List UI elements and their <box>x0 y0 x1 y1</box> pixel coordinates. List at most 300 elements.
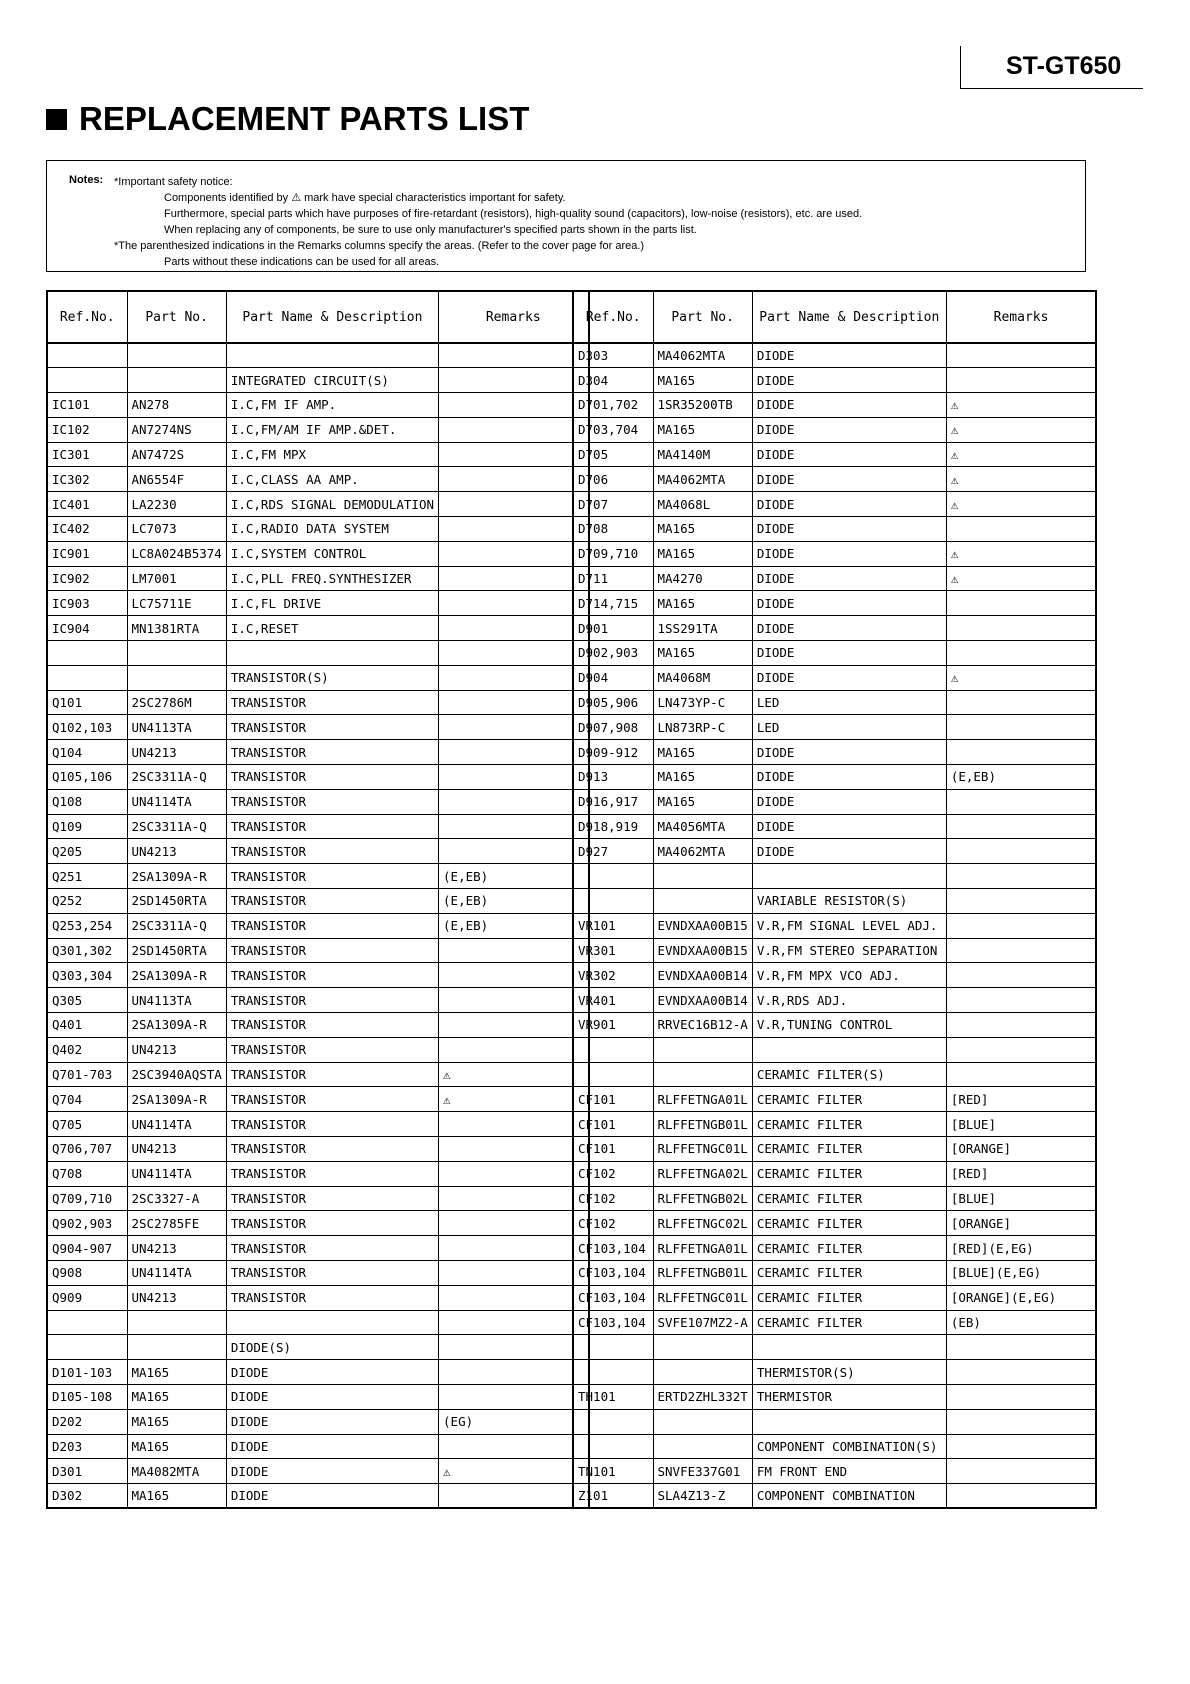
ref-no-cell: Q303,304 <box>47 963 127 988</box>
remarks-cell <box>439 814 589 839</box>
table-row <box>47 1211 589 1236</box>
part-no-cell: MA165 <box>653 765 752 790</box>
remarks-cell <box>946 839 1096 864</box>
part-no-cell: LA2230 <box>127 492 226 517</box>
description-cell: DIODE <box>752 343 946 368</box>
ref-no-cell: IC901 <box>47 541 127 566</box>
table-row <box>573 1186 1096 1211</box>
description-cell: DIODE <box>752 789 946 814</box>
description-cell: CERAMIC FILTER <box>752 1161 946 1186</box>
remarks-cell <box>946 368 1096 393</box>
remarks-cell <box>439 765 589 790</box>
description-cell: DIODE <box>752 665 946 690</box>
ref-no-cell <box>47 1310 127 1335</box>
remarks-cell <box>439 690 589 715</box>
part-no-cell <box>653 864 752 889</box>
part-no-cell: RLFFETNGA02L <box>653 1161 752 1186</box>
table-row <box>573 1236 1096 1261</box>
remarks-cell: (EG) <box>439 1409 589 1434</box>
parts-table-left <box>46 290 590 1509</box>
table-row <box>47 343 589 368</box>
col-header-part-no: Part No. <box>127 291 226 343</box>
table-row <box>47 889 589 914</box>
part-no-cell: MA4082MTA <box>127 1459 226 1484</box>
remarks-cell <box>946 988 1096 1013</box>
description-cell <box>226 641 438 666</box>
description-cell: DIODE <box>752 641 946 666</box>
ref-no-cell: Q904-907 <box>47 1236 127 1261</box>
ref-no-cell: VR302 <box>573 963 653 988</box>
table-row <box>47 1112 589 1137</box>
description-cell: THERMISTOR <box>752 1384 946 1409</box>
table-header-row <box>47 291 589 343</box>
ref-no-cell: CF103,104 <box>573 1260 653 1285</box>
notes-label: Notes: <box>69 174 104 186</box>
remarks-cell <box>946 1335 1096 1360</box>
table-row <box>47 1137 589 1162</box>
table-row <box>47 1236 589 1261</box>
ref-no-cell: D706 <box>573 467 653 492</box>
remarks-cell <box>946 913 1096 938</box>
ref-no-cell: D913 <box>573 765 653 790</box>
table-row <box>47 393 589 418</box>
table-row <box>573 938 1096 963</box>
remarks-cell: [RED] <box>946 1161 1096 1186</box>
remarks-cell <box>946 591 1096 616</box>
remarks-cell <box>439 1384 589 1409</box>
description-cell: TRANSISTOR <box>226 889 438 914</box>
table-row <box>573 517 1096 542</box>
table-row <box>573 1384 1096 1409</box>
remarks-cell <box>946 963 1096 988</box>
notes-line: Components identified by ⚠ mark have special characteristics important for safety. <box>164 192 566 204</box>
ref-no-cell <box>573 889 653 914</box>
remarks-cell <box>439 665 589 690</box>
remarks-cell <box>439 616 589 641</box>
table-row <box>573 1434 1096 1459</box>
remarks-cell <box>946 517 1096 542</box>
description-cell: I.C,CLASS AA AMP. <box>226 467 438 492</box>
description-cell: V.R,FM SIGNAL LEVEL ADJ. <box>752 913 946 938</box>
remarks-cell: (E,EB) <box>439 864 589 889</box>
ref-no-cell: Q709,710 <box>47 1186 127 1211</box>
notes-line: Parts without these indications can be used for all areas. <box>164 256 440 268</box>
remarks-cell <box>439 1310 589 1335</box>
remarks-cell <box>439 467 589 492</box>
ref-no-cell: Q109 <box>47 814 127 839</box>
part-no-cell: MA4062MTA <box>653 839 752 864</box>
ref-no-cell: D918,919 <box>573 814 653 839</box>
table-row <box>573 1211 1096 1236</box>
ref-no-cell <box>47 343 127 368</box>
table-row <box>573 1037 1096 1062</box>
description-cell: V.R,FM MPX VCO ADJ. <box>752 963 946 988</box>
remarks-cell: ⚠ <box>946 467 1096 492</box>
ref-no-cell: Q305 <box>47 988 127 1013</box>
ref-no-cell: D203 <box>47 1434 127 1459</box>
description-cell: TRANSISTOR(S) <box>226 665 438 690</box>
description-cell: CERAMIC FILTER(S) <box>752 1062 946 1087</box>
description-cell: CERAMIC FILTER <box>752 1186 946 1211</box>
ref-no-cell: D905,906 <box>573 690 653 715</box>
table-row <box>47 765 589 790</box>
table-row <box>47 1161 589 1186</box>
part-no-cell <box>653 1434 752 1459</box>
description-cell <box>752 1409 946 1434</box>
description-cell: CERAMIC FILTER <box>752 1112 946 1137</box>
table-row <box>573 1409 1096 1434</box>
remarks-cell <box>439 740 589 765</box>
remarks-cell: [BLUE](E,EG) <box>946 1260 1096 1285</box>
remarks-cell <box>439 393 589 418</box>
table-row <box>47 1087 589 1112</box>
table-row <box>573 839 1096 864</box>
part-no-cell: MA165 <box>127 1360 226 1385</box>
table-row <box>47 1360 589 1385</box>
part-no-cell: 2SA1309A-R <box>127 864 226 889</box>
ref-no-cell: Q253,254 <box>47 913 127 938</box>
ref-no-cell: Z101 <box>573 1484 653 1509</box>
table-row <box>47 641 589 666</box>
part-no-cell: UN4114TA <box>127 1260 226 1285</box>
part-no-cell: MA4062MTA <box>653 343 752 368</box>
table-row <box>47 839 589 864</box>
page-title <box>46 100 529 138</box>
description-cell: CERAMIC FILTER <box>752 1310 946 1335</box>
part-no-cell: EVNDXAA00B14 <box>653 963 752 988</box>
part-no-cell <box>127 641 226 666</box>
part-no-cell: RLFFETNGA01L <box>653 1236 752 1261</box>
description-cell: TRANSISTOR <box>226 1037 438 1062</box>
ref-no-cell: CF101 <box>573 1137 653 1162</box>
ref-no-cell: Q401 <box>47 1013 127 1038</box>
ref-no-cell: VR301 <box>573 938 653 963</box>
table-row <box>47 492 589 517</box>
remarks-cell <box>946 1484 1096 1509</box>
ref-no-cell: Q902,903 <box>47 1211 127 1236</box>
remarks-cell: ⚠ <box>439 1062 589 1087</box>
remarks-cell <box>439 492 589 517</box>
ref-no-cell: IC102 <box>47 417 127 442</box>
ref-no-cell: Q704 <box>47 1087 127 1112</box>
table-row <box>47 1335 589 1360</box>
table-row <box>47 1285 589 1310</box>
description-cell: TRANSISTOR <box>226 1161 438 1186</box>
table-row <box>47 864 589 889</box>
table-row <box>573 789 1096 814</box>
table-row <box>573 1062 1096 1087</box>
part-no-cell <box>653 889 752 914</box>
table-row <box>47 938 589 963</box>
part-no-cell: 2SA1309A-R <box>127 1013 226 1038</box>
table-row <box>47 913 589 938</box>
description-cell: DIODE <box>226 1360 438 1385</box>
part-no-cell: AN6554F <box>127 467 226 492</box>
ref-no-cell <box>573 1062 653 1087</box>
remarks-cell <box>946 1062 1096 1087</box>
table-row <box>47 1037 589 1062</box>
remarks-cell <box>439 1360 589 1385</box>
ref-no-cell: D708 <box>573 517 653 542</box>
part-no-cell: UN4213 <box>127 1137 226 1162</box>
description-cell <box>752 1335 946 1360</box>
table-row <box>573 1459 1096 1484</box>
table-row <box>573 715 1096 740</box>
part-no-cell: SLA4Z13-Z <box>653 1484 752 1509</box>
remarks-cell <box>439 641 589 666</box>
table-row <box>573 988 1096 1013</box>
ref-no-cell: Q102,103 <box>47 715 127 740</box>
remarks-cell <box>439 938 589 963</box>
description-cell: I.C,PLL FREQ.SYNTHESIZER <box>226 566 438 591</box>
remarks-cell <box>439 1112 589 1137</box>
description-cell: COMPONENT COMBINATION(S) <box>752 1434 946 1459</box>
description-cell: VARIABLE RESISTOR(S) <box>752 889 946 914</box>
part-no-cell: 1SS291TA <box>653 616 752 641</box>
model-number: ST-GT650 <box>1006 52 1122 80</box>
part-no-cell: MA165 <box>653 368 752 393</box>
remarks-cell <box>439 1236 589 1261</box>
table-row <box>47 963 589 988</box>
remarks-cell <box>946 889 1096 914</box>
notes-line: When replacing any of components, be sure to use only manufacturer's specified parts shown in the parts list. <box>164 224 697 236</box>
table-row <box>47 814 589 839</box>
ref-no-cell: Q701-703 <box>47 1062 127 1087</box>
table-row <box>47 1459 589 1484</box>
ref-no-cell: D714,715 <box>573 591 653 616</box>
remarks-cell <box>439 343 589 368</box>
remarks-cell: [BLUE] <box>946 1112 1096 1137</box>
part-no-cell: 2SC2786M <box>127 690 226 715</box>
ref-no-cell: Q205 <box>47 839 127 864</box>
ref-no-cell: Q909 <box>47 1285 127 1310</box>
part-no-cell <box>653 1409 752 1434</box>
ref-no-cell: D916,917 <box>573 789 653 814</box>
ref-no-cell: D909-912 <box>573 740 653 765</box>
col-header-description: Part Name & Description <box>752 291 946 343</box>
table-row <box>573 541 1096 566</box>
remarks-cell: [BLUE] <box>946 1186 1096 1211</box>
remarks-cell <box>946 1409 1096 1434</box>
part-no-cell: AN278 <box>127 393 226 418</box>
ref-no-cell: CF102 <box>573 1186 653 1211</box>
part-no-cell: RLFFETNGB02L <box>653 1186 752 1211</box>
part-no-cell: RLFFETNGC01L <box>653 1285 752 1310</box>
ref-no-cell: IC101 <box>47 393 127 418</box>
description-cell <box>226 1310 438 1335</box>
ref-no-cell: IC904 <box>47 616 127 641</box>
table-row <box>47 690 589 715</box>
part-no-cell: LN873RP-C <box>653 715 752 740</box>
remarks-cell <box>439 1161 589 1186</box>
remarks-cell: ⚠ <box>946 442 1096 467</box>
part-no-cell: 1SR35200TB <box>653 393 752 418</box>
ref-no-cell: TN101 <box>573 1459 653 1484</box>
part-no-cell: MN1381RTA <box>127 616 226 641</box>
table-row <box>573 467 1096 492</box>
table-row <box>47 1434 589 1459</box>
ref-no-cell: D705 <box>573 442 653 467</box>
remarks-cell <box>439 715 589 740</box>
part-no-cell <box>653 1062 752 1087</box>
table-row <box>573 492 1096 517</box>
description-cell: DIODE <box>752 566 946 591</box>
description-cell: CERAMIC FILTER <box>752 1260 946 1285</box>
table-row <box>573 814 1096 839</box>
description-cell: DIODE <box>752 393 946 418</box>
part-no-cell: RLFFETNGB01L <box>653 1112 752 1137</box>
remarks-cell <box>439 1211 589 1236</box>
ref-no-cell <box>573 1037 653 1062</box>
description-cell: TRANSISTOR <box>226 1137 438 1162</box>
part-no-cell: UN4213 <box>127 1037 226 1062</box>
description-cell: DIODE <box>226 1459 438 1484</box>
remarks-cell <box>946 789 1096 814</box>
ref-no-cell: D907,908 <box>573 715 653 740</box>
table-row <box>573 417 1096 442</box>
ref-no-cell: Q706,707 <box>47 1137 127 1162</box>
remarks-cell <box>946 1360 1096 1385</box>
description-cell: I.C,RADIO DATA SYSTEM <box>226 517 438 542</box>
ref-no-cell: Q105,106 <box>47 765 127 790</box>
table-row <box>573 1112 1096 1137</box>
ref-no-cell: CF103,104 <box>573 1236 653 1261</box>
remarks-cell: (E,EB) <box>439 913 589 938</box>
description-cell: TRANSISTOR <box>226 789 438 814</box>
ref-no-cell: D703,704 <box>573 417 653 442</box>
ref-no-cell: VR901 <box>573 1013 653 1038</box>
table-header-row <box>573 291 1096 343</box>
notes-box <box>46 160 1086 272</box>
ref-no-cell: TH101 <box>573 1384 653 1409</box>
part-no-cell: 2SD1450RTA <box>127 889 226 914</box>
table-row <box>47 988 589 1013</box>
part-no-cell: UN4114TA <box>127 1112 226 1137</box>
part-no-cell <box>127 1310 226 1335</box>
ref-no-cell: D304 <box>573 368 653 393</box>
part-no-cell <box>127 368 226 393</box>
ref-no-cell: D709,710 <box>573 541 653 566</box>
part-no-cell: 2SA1309A-R <box>127 963 226 988</box>
ref-no-cell: IC402 <box>47 517 127 542</box>
table-row <box>573 566 1096 591</box>
description-cell: DIODE <box>752 517 946 542</box>
remarks-cell <box>946 715 1096 740</box>
table-row <box>573 1161 1096 1186</box>
page-title-text: REPLACEMENT PARTS LIST <box>79 100 530 137</box>
description-cell <box>752 1037 946 1062</box>
table-row <box>573 690 1096 715</box>
ref-no-cell: D701,702 <box>573 393 653 418</box>
description-cell: TRANSISTOR <box>226 963 438 988</box>
part-no-cell: RLFFETNGC02L <box>653 1211 752 1236</box>
table-row <box>47 789 589 814</box>
table-row <box>573 963 1096 988</box>
remarks-cell <box>946 814 1096 839</box>
description-cell: I.C,FL DRIVE <box>226 591 438 616</box>
description-cell: V.R,FM STEREO SEPARATION <box>752 938 946 963</box>
part-no-cell: LC8A024B5374 <box>127 541 226 566</box>
table-row <box>47 1384 589 1409</box>
part-no-cell: 2SC3311A-Q <box>127 913 226 938</box>
remarks-cell: (EB) <box>946 1310 1096 1335</box>
table-row <box>47 1310 589 1335</box>
remarks-cell <box>946 1459 1096 1484</box>
remarks-cell <box>946 864 1096 889</box>
ref-no-cell: Q402 <box>47 1037 127 1062</box>
ref-no-cell: D301 <box>47 1459 127 1484</box>
remarks-cell: (E,EB) <box>946 765 1096 790</box>
ref-no-cell: CF101 <box>573 1087 653 1112</box>
description-cell: V.R,RDS ADJ. <box>752 988 946 1013</box>
col-header-remarks: Remarks <box>946 291 1096 343</box>
remarks-cell <box>439 839 589 864</box>
part-no-cell: EVNDXAA00B14 <box>653 988 752 1013</box>
table-row <box>573 1484 1096 1509</box>
description-cell: CERAMIC FILTER <box>752 1236 946 1261</box>
part-no-cell: MA165 <box>127 1434 226 1459</box>
description-cell: TRANSISTOR <box>226 839 438 864</box>
part-no-cell: UN4113TA <box>127 988 226 1013</box>
ref-no-cell <box>47 1335 127 1360</box>
description-cell: TRANSISTOR <box>226 715 438 740</box>
description-cell: LED <box>752 715 946 740</box>
table-row <box>573 765 1096 790</box>
ref-no-cell <box>573 1360 653 1385</box>
ref-no-cell: D902,903 <box>573 641 653 666</box>
remarks-cell <box>946 343 1096 368</box>
remarks-cell <box>439 517 589 542</box>
ref-no-cell: Q252 <box>47 889 127 914</box>
table-row <box>573 616 1096 641</box>
ref-no-cell: Q708 <box>47 1161 127 1186</box>
parts-table-right <box>572 290 1097 1509</box>
part-no-cell: MA165 <box>653 740 752 765</box>
ref-no-cell: D202 <box>47 1409 127 1434</box>
remarks-cell <box>439 1335 589 1360</box>
description-cell: DIODE <box>226 1409 438 1434</box>
ref-no-cell: D904 <box>573 665 653 690</box>
table-row <box>573 1087 1096 1112</box>
description-cell: TRANSISTOR <box>226 1112 438 1137</box>
ref-no-cell <box>573 864 653 889</box>
table-row <box>47 467 589 492</box>
table-row <box>573 1335 1096 1360</box>
part-no-cell: UN4114TA <box>127 789 226 814</box>
ref-no-cell: CF101 <box>573 1112 653 1137</box>
description-cell: FM FRONT END <box>752 1459 946 1484</box>
part-no-cell: MA4270 <box>653 566 752 591</box>
description-cell: DIODE <box>752 492 946 517</box>
remarks-cell <box>439 1260 589 1285</box>
description-cell: DIODE <box>752 541 946 566</box>
remarks-cell <box>439 1484 589 1509</box>
table-row <box>47 1484 589 1509</box>
remarks-cell <box>946 740 1096 765</box>
ref-no-cell: Q101 <box>47 690 127 715</box>
part-no-cell: AN7274NS <box>127 417 226 442</box>
col-header-part-no: Part No. <box>653 291 752 343</box>
description-cell: LED <box>752 690 946 715</box>
part-no-cell: UN4213 <box>127 839 226 864</box>
ref-no-cell: D927 <box>573 839 653 864</box>
bullet-square-icon <box>46 109 67 130</box>
description-cell: I.C,FM MPX <box>226 442 438 467</box>
part-no-cell: UN4114TA <box>127 1161 226 1186</box>
ref-no-cell: CF102 <box>573 1211 653 1236</box>
description-cell: COMPONENT COMBINATION <box>752 1484 946 1509</box>
ref-no-cell: D101-103 <box>47 1360 127 1385</box>
